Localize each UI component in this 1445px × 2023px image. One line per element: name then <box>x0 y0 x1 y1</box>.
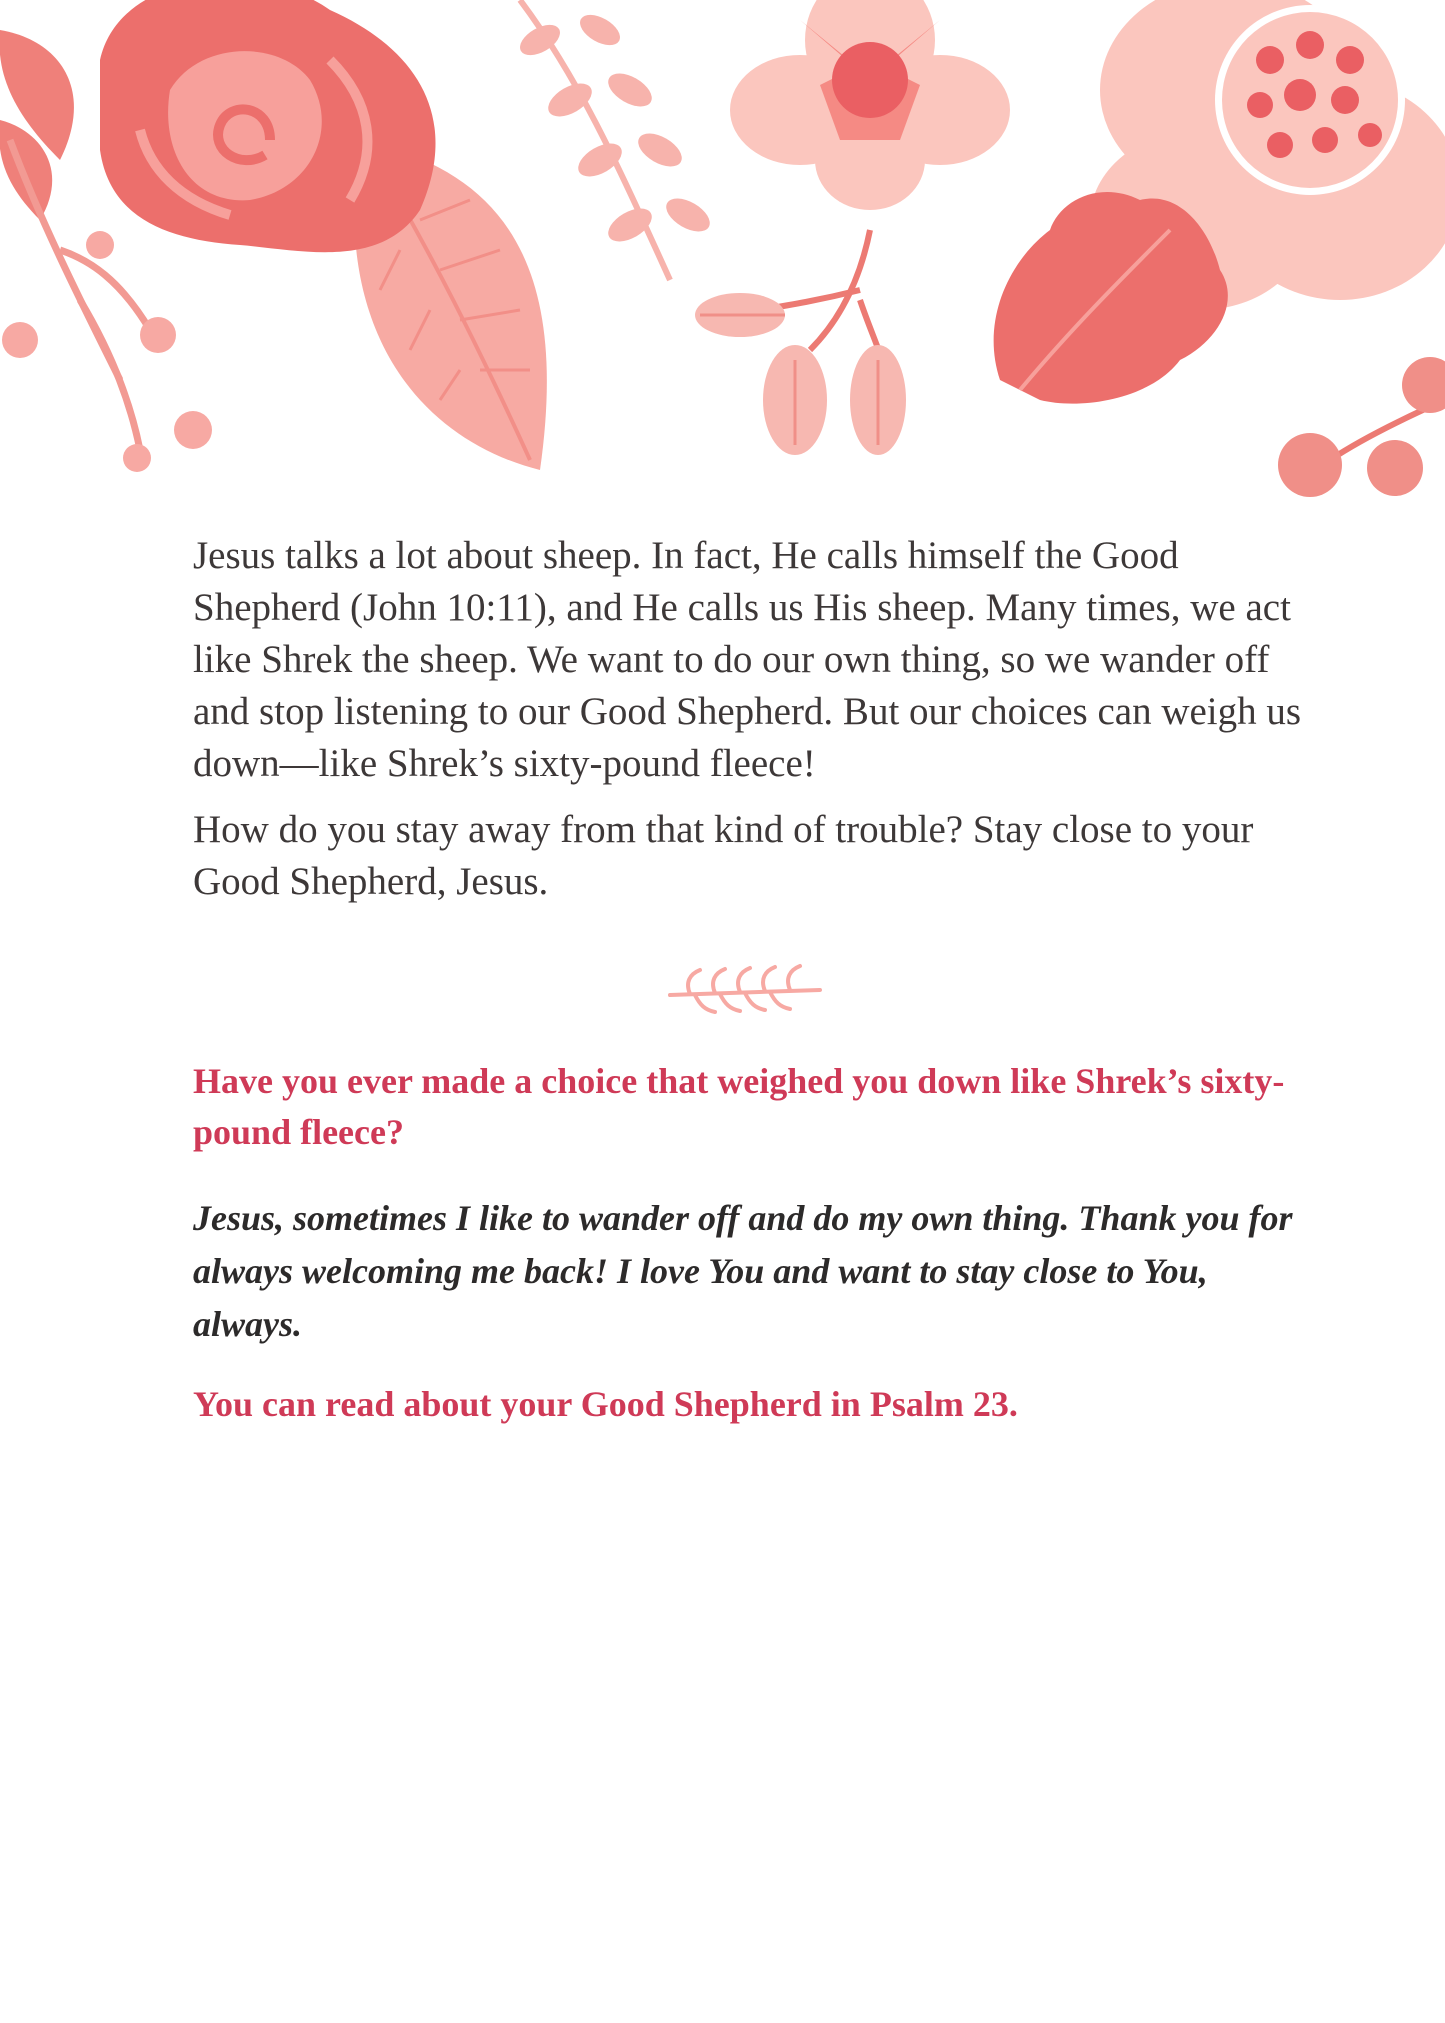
fern-branch <box>515 0 715 280</box>
seed-pods <box>695 230 906 455</box>
prayer-text: Jesus, sometimes I like to wander off and do my own thing. Thank you for always welcoming me back! I love You and want to stay close to You, always. <box>193 1198 1293 1344</box>
body-paragraph-2: How do you stay away from that kind of trouble? Stay close to your Good Shepherd, Jesus. <box>193 808 1254 903</box>
leaf-sprig-icon <box>660 960 830 1020</box>
reflection-question: Have you ever made a choice that weighed you down like Shrek’s sixty-pound fleece? <box>193 1061 1285 1152</box>
center-flower <box>730 0 1010 210</box>
article-body <box>193 530 1303 1429</box>
scripture-reference: You can read about your Good Shepherd in Psalm 23. <box>193 1384 1018 1424</box>
floral-header-illustration <box>0 0 1445 520</box>
body-paragraph-1: Jesus talks a lot about sheep. In fact, He calls himself the Good Shepherd (John 10:11), and He calls us His sheep. Many times, we act like Shrek the sheep. We want to do our own thing, so we wander off and stop listening to our Good Shepherd. But our choices can weigh us down—like Shrek’s sixty-pound fleece! <box>193 534 1302 785</box>
left-leaf-sprig <box>0 30 74 220</box>
rose-flower <box>100 0 436 252</box>
oak-leaf <box>994 192 1228 404</box>
right-berries <box>1278 357 1445 497</box>
